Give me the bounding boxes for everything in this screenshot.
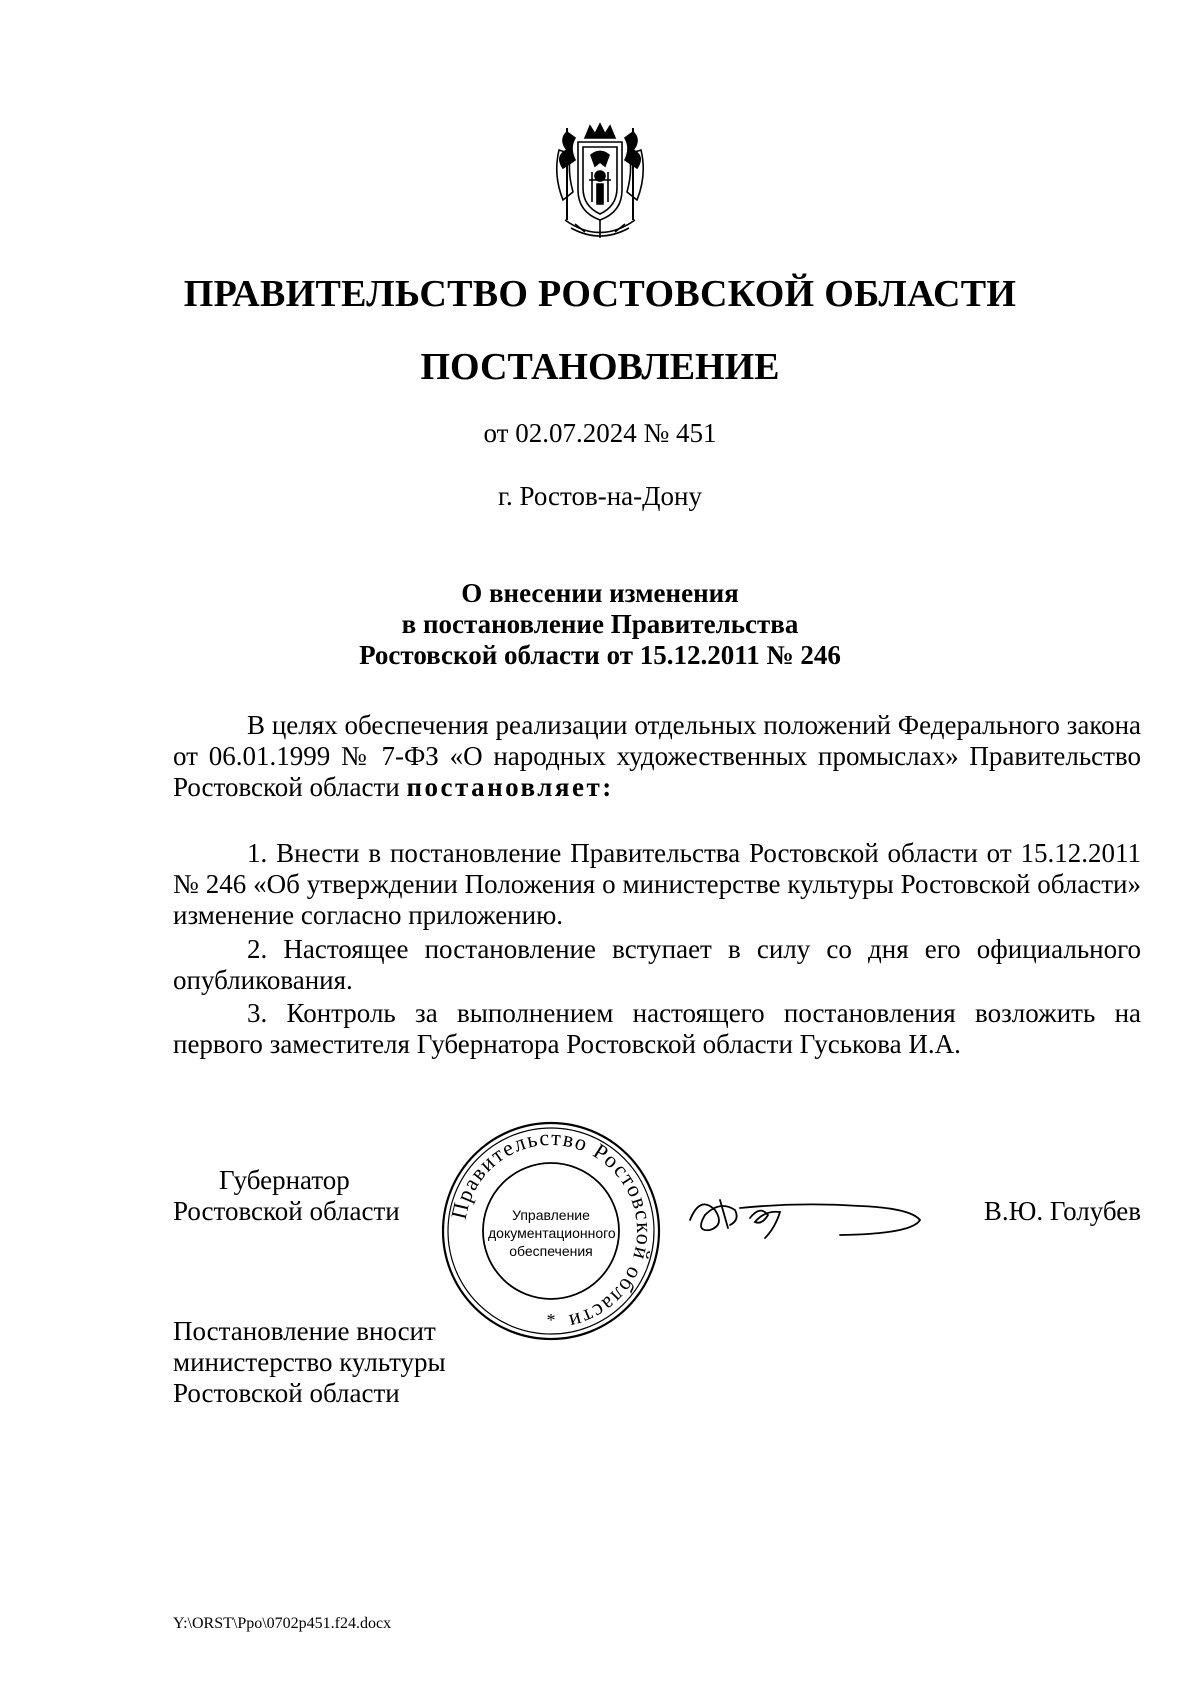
submitter-line: министерство культуры <box>173 1347 446 1377</box>
document-date-number: от 02.07.2024 № 451 <box>483 418 717 448</box>
document-subject <box>0 578 1200 671</box>
svg-text:*: * <box>546 1310 556 1330</box>
seal-inner-line: документационного <box>488 1225 616 1241</box>
government-title: ПРАВИТЕЛЬСТВО РОСТОВСКОЙ ОБЛАСТИ <box>183 273 1017 315</box>
subject-line: в постановление Правительства <box>401 609 799 639</box>
seal-ring-text: Правительство Ростовской области <box>445 1124 658 1336</box>
submitter-line: Ростовской области <box>173 1378 400 1408</box>
seal-inner-line: Управление <box>512 1207 590 1223</box>
preamble-text: В целях обеспечения реализации отдельных положений Федерального закона от 06.01.1999 № 7-ФЗ «О народных художественных промыслах» Правительство Ростовской области <box>173 710 1141 802</box>
resolution-item-2: 2. Настоящее постановление вступает в силу со дня его официального опубликования. <box>173 934 1141 995</box>
seal-inner-text <box>488 1206 614 1260</box>
signatory-position-line: Ростовской области <box>173 1196 400 1226</box>
preamble-paragraph <box>173 710 1141 803</box>
signatory-name: В.Ю. Голубев <box>983 1196 1141 1226</box>
document-city: г. Ростов-на-Дону <box>497 481 702 511</box>
subject-line: Ростовской области от 15.12.2011 № 246 <box>359 640 841 670</box>
document-type: ПОСТАНОВЛЕНИЕ <box>420 346 780 388</box>
subject-line: О внесении изменения <box>461 578 739 608</box>
signature-icon <box>680 1180 940 1250</box>
submitter-block <box>173 1316 493 1409</box>
coat-of-arms-icon <box>545 120 655 245</box>
file-path-footer: Y:\ORST\Ppo\0702p451.f24.docx <box>173 1615 392 1632</box>
resolution-item-3: 3. Контроль за выполнением настоящего постановления возложить на первого заместителя Губернатора Ростовской области Гуськова И.А. <box>173 998 1141 1059</box>
submitter-line: Постановление вносит <box>173 1316 436 1346</box>
resolution-item-1: 1. Внести в постановление Правительства Ростовской области от 15.12.2011 № 246 «Об утверждении Положения о министерстве культуры Ростовской области» изменение согласно приложению. <box>173 838 1141 930</box>
signatory-position-line: Губернатор <box>219 1165 350 1195</box>
signatory-position <box>173 1165 433 1227</box>
seal-inner-line: обеспечения <box>509 1243 593 1259</box>
resolves-emphasis: постановляет: <box>406 772 614 802</box>
